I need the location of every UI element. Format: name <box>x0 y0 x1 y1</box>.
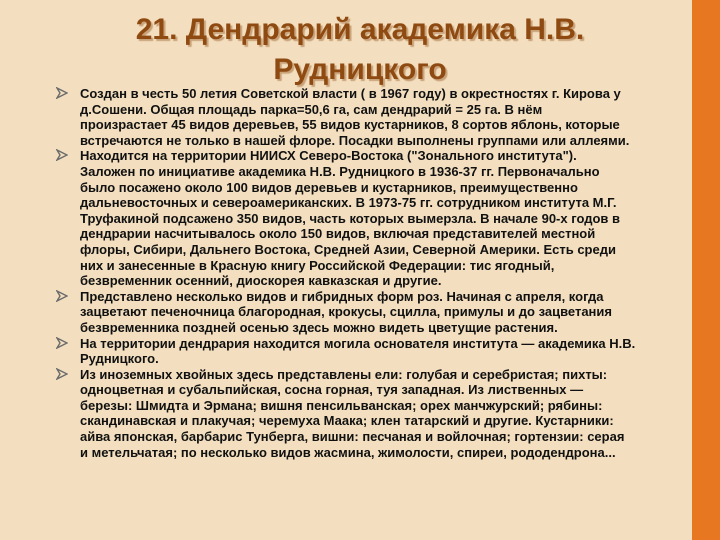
arrowhead-bullet-icon <box>56 87 68 99</box>
bullet-line: Находится на территории НИИСХ Северо-Востока ("Зонального института"). <box>80 148 577 164</box>
accent-border <box>692 0 720 540</box>
bullet-line: зацветают печеночница благородная, крокусы, сцилла, примулы и до зацветания <box>80 304 612 320</box>
bullet-line: Труфакиной подсажено 350 видов, часть которых вымерзла. В начале 90-х годов в <box>80 210 621 226</box>
bullet-line: На территории дендрария находится могила основателя института — академика Н.В. <box>80 335 636 351</box>
arrowhead-bullet-icon <box>56 368 68 380</box>
bullet-item <box>80 336 690 367</box>
slide-title <box>40 10 680 90</box>
bullet-list <box>80 86 690 460</box>
bullet-item <box>80 148 690 288</box>
arrowhead-bullet-icon <box>56 149 68 161</box>
bullet-line: Создан в честь 50 летия Советской власти ( в 1967 году) в окрестностях г. Кирова у <box>80 86 621 101</box>
arrowhead-bullet-icon <box>56 337 68 349</box>
bullet-line: безвременника поздней осенью здесь можно видеть цветущие растения. <box>80 319 558 335</box>
bullet-line: д.Сошени. Общая площадь парка=50,6 га, сам дендрарий = 25 га. В нём <box>80 101 543 117</box>
bullet-item <box>80 289 690 336</box>
bullet-line: было посажено около 100 видов деревьев и кустарников, преимущественно <box>80 179 578 195</box>
bullet-line: одноцветная и субальпийская, сосна горная, туя западная. Из лиственных — <box>80 382 584 398</box>
bullet-item <box>80 86 690 148</box>
bullet-line: Рудницкого. <box>80 351 159 367</box>
bullet-line: Из иноземных хвойных здесь представлены ели: голубая и серебристая; пихты: <box>80 366 608 382</box>
bullet-line: дендрарии насчитывалось около 150 видов, включая представителей местной <box>80 226 596 242</box>
bullet-line: флоры, Сибири, Дальнего Востока, Средней Азии, Северной Америки. Есть среди <box>80 241 616 257</box>
bullet-line: произрастает 45 видов деревьев, 55 видов кустарников, 8 сортов яблонь, которые <box>80 117 620 133</box>
bullet-item <box>80 367 690 461</box>
bullet-line: и метельчатая; по несколько видов жасмина, жимолости, спиреи, рододендрона... <box>80 444 616 460</box>
title-line-2: Рудницкого <box>273 53 447 86</box>
bullet-line: дальневосточных и североамериканских. В 1973-75 гг. сотрудником института М.Г. <box>80 195 617 211</box>
bullet-line: березы: Шмидта и Эрмана; вишня пенсильванская; орех манчжурский; рябины: <box>80 397 603 413</box>
bullet-line: них и занесенные в Красную книгу Российской Федерации: тис ягодный, <box>80 257 555 273</box>
bullet-line: Заложен по инициативе академика Н.В. Рудницкого в 1936-37 гг. Первоначально <box>80 163 600 179</box>
bullet-line: безвременник осенний, диоскорея кавказская и другие. <box>80 273 442 289</box>
bullet-line: скандинавская и плакучая; черемуха Маака; клен татарский и другие. Кустарники: <box>80 413 614 429</box>
bullet-line: Представлено несколько видов и гибридных форм роз. Начиная с апреля, когда <box>80 288 604 304</box>
arrowhead-bullet-icon <box>56 290 68 302</box>
bullet-line: встречаются не только в нашей флоре. Посадки выполнены группами или аллеями. <box>80 132 630 148</box>
bullet-line: айва японская, барбарис Тунберга, вишни: песчаная и войлочная; гортензии: серая <box>80 429 625 445</box>
title-line-1: 21. Дендрарий академика Н.В. <box>135 13 585 46</box>
